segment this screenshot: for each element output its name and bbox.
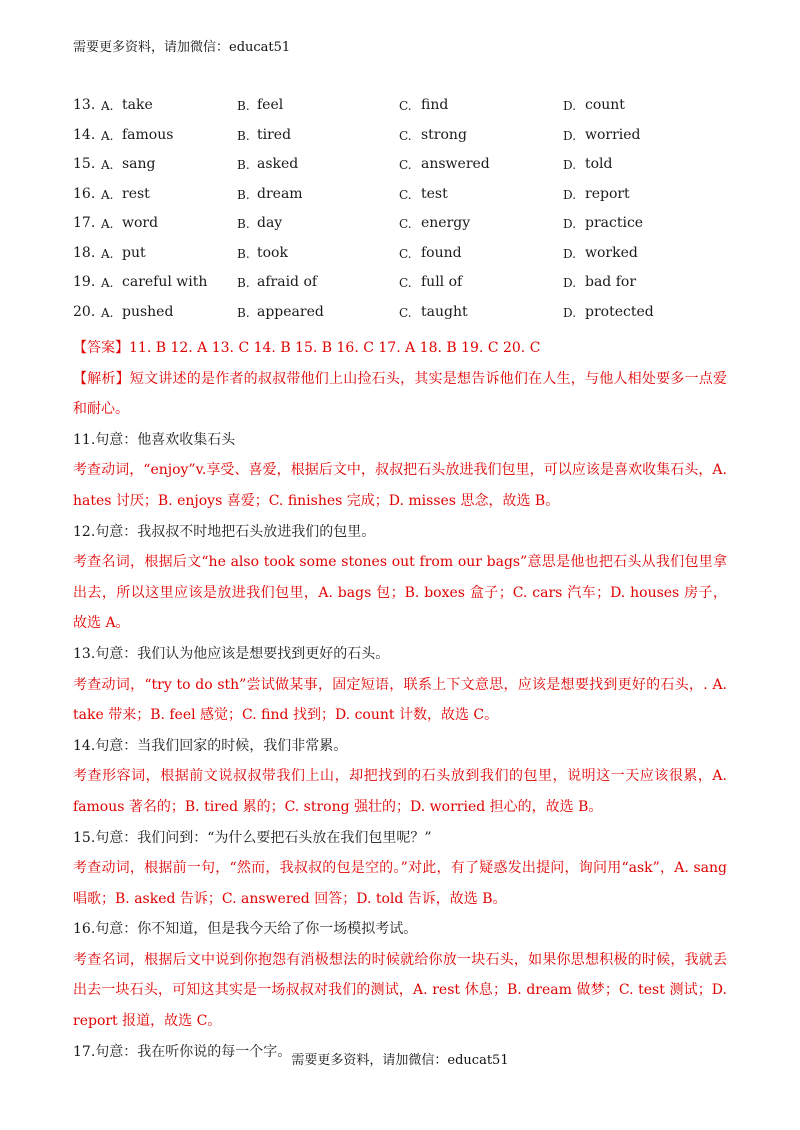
- answer-label: 【答案】: [73, 340, 129, 356]
- option-letter-b: B.: [237, 99, 250, 113]
- explanation-14: 考查形容词，根据前文说叔叔带我们上山，却把找到的石头放到我们的包里，说明这一天应该很累，A. famous 著名的；B. tired 累的；C. strong 强壮的；D. worried 担心的，故选 B。: [73, 768, 727, 815]
- option-a: famous: [122, 126, 174, 143]
- option-a: take: [122, 97, 153, 113]
- option-letter-d: D.: [563, 187, 577, 202]
- option-b: dream: [257, 185, 303, 202]
- option-row-14: [73, 127, 733, 157]
- option-letter-d: D.: [563, 305, 577, 320]
- option-a: word: [122, 215, 159, 231]
- option-letter-c: C.: [399, 217, 412, 231]
- option-letter-a: A.: [101, 246, 114, 261]
- option-letter-b: B.: [237, 128, 250, 143]
- option-b: asked: [257, 156, 299, 172]
- option-d: count: [585, 97, 625, 113]
- option-letter-c: C.: [399, 158, 412, 172]
- sentence-meaning-17: 17.句意：我在听你说的每一个字。: [73, 1043, 292, 1060]
- option-letter-d: D.: [563, 99, 577, 113]
- option-letter-d: D.: [563, 158, 577, 172]
- question-number: 13.: [73, 97, 96, 113]
- option-letter-d: D.: [563, 276, 577, 290]
- question-number: 15.: [73, 156, 96, 172]
- sentence-meaning-14: 14.句意：当我们回家的时候，我们非常累。: [73, 737, 348, 754]
- option-letter-d: D.: [563, 128, 577, 143]
- option-c: find: [421, 97, 449, 113]
- option-letter-b: B.: [237, 246, 250, 261]
- option-c: taught: [421, 303, 468, 320]
- option-d: protected: [585, 303, 654, 320]
- option-letter-c: C.: [399, 187, 412, 202]
- option-b: took: [257, 244, 288, 261]
- options-list: [73, 97, 733, 333]
- option-letter-c: C.: [399, 276, 412, 290]
- option-row-13: [73, 97, 733, 127]
- option-c: answered: [421, 156, 490, 172]
- question-number: 14.: [73, 126, 96, 143]
- option-row-17: [73, 215, 733, 245]
- option-letter-d: D.: [563, 246, 577, 261]
- option-letter-b: B.: [237, 158, 250, 172]
- option-letter-b: B.: [237, 217, 250, 231]
- question-number: 19.: [73, 274, 96, 290]
- sentence-meaning-12: 12.句意：我叔叔不时地把石头放进我们的包里。: [73, 523, 376, 540]
- option-letter-c: C.: [399, 246, 412, 261]
- option-letter-b: B.: [237, 187, 250, 202]
- option-row-16: [73, 186, 733, 216]
- option-c: test: [421, 185, 448, 202]
- option-a: put: [122, 244, 146, 261]
- sentence-meaning-11: 11.句意：他喜欢收集石头: [73, 431, 236, 448]
- option-row-20: [73, 304, 733, 334]
- option-row-18: [73, 245, 733, 275]
- option-letter-c: C.: [399, 99, 412, 113]
- option-letter-b: B.: [237, 276, 250, 290]
- sentence-meaning-13: 13.句意：我们认为他应该是想要找到更好的石头。: [73, 645, 390, 662]
- option-letter-d: D.: [563, 217, 577, 231]
- answer-analysis: [73, 333, 727, 1067]
- analysis-summary: [73, 364, 727, 425]
- analysis-label: 【解析】: [73, 370, 130, 387]
- option-c: found: [421, 244, 462, 261]
- explanation-16: 考查名词，根据后文中说到你抱怨有消极想法的时候就给你放一块石头，如果你思想积极的时候，我就丢出去一块石头，可知这其实是一场叔叔对我们的测试，A. rest 休息；B. dream 做梦；C. test 测试；D. report 报道，故选 C。: [73, 951, 727, 1030]
- option-letter-a: A.: [101, 158, 114, 172]
- option-letter-b: B.: [237, 305, 250, 320]
- question-number: 17.: [73, 215, 96, 231]
- option-a: sang: [122, 156, 156, 172]
- sentence-meaning-15: 15.句意：我们问到：“为什么要把石头放在我们包里呢？”: [73, 829, 432, 846]
- option-row-19: [73, 274, 733, 304]
- option-b: tired: [257, 126, 292, 143]
- analysis-text: 短文讲述的是作者的叔叔带他们上山捡石头，其实是想告诉他们在人生，与他人相处要多一点爱和耐心。: [73, 370, 727, 418]
- answer-key: 11. B 12. A 13. C 14. B 15. B 16. C 17. A 18. B 19. C 20. C: [129, 340, 541, 356]
- option-d: report: [585, 185, 630, 202]
- question-number: 20.: [73, 303, 96, 320]
- explanation-11: 考查动词，“enjoy”v.享受、喜爱，根据后文中，叔叔把石头放进我们包里，可以应该是喜欢收集石头，A. hates 讨厌；B. enjoys 喜爱；C. finishes 完成；D. misses 思念，故选 B。: [73, 462, 727, 509]
- option-c: energy: [421, 215, 471, 231]
- page-footer: 需要更多资料，请加微信：educat51: [291, 1053, 509, 1068]
- option-d: worried: [585, 126, 641, 143]
- option-d: told: [585, 156, 613, 172]
- page-header: 需要更多资料，请加微信：educat51: [73, 40, 291, 55]
- explanation-13: 考查动词，“try to do sth”尝试做某事，固定短语，联系上下文意思，应该是想要找到更好的石头，. A. take 带来；B. feel 感觉；C. find 找到；D. count 计数，故选 C。: [73, 676, 727, 724]
- option-row-15: [73, 156, 733, 186]
- option-b: day: [257, 215, 283, 231]
- option-letter-a: A.: [101, 128, 114, 143]
- option-letter-a: A.: [101, 217, 114, 231]
- option-letter-a: A.: [101, 187, 114, 202]
- option-letter-c: C.: [399, 128, 412, 143]
- option-a: careful with: [122, 274, 208, 290]
- option-d: worked: [585, 244, 638, 261]
- option-b: afraid of: [257, 274, 318, 290]
- explanation-12: 考查名词，根据后文“he also took some stones out from our bags”意思是他也把石头从我们包里拿出去，所以这里应该是放进我们包里，A. bags 包；B. boxes 盒子；C. cars 汽车；D. houses 房子，故选 A。: [73, 554, 727, 632]
- option-letter-c: C.: [399, 305, 412, 320]
- option-b: appeared: [257, 303, 324, 320]
- option-letter-a: A.: [101, 276, 114, 290]
- option-b: feel: [257, 97, 284, 113]
- option-d: practice: [585, 215, 644, 231]
- option-letter-a: A.: [101, 99, 114, 113]
- question-number: 18.: [73, 244, 96, 261]
- sentence-meaning-16: 16.句意：你不知道，但是我今天给了你一场模拟考试。: [73, 921, 418, 938]
- explanation-15: 考查动词，根据前一句，“然而，我叔叔的包是空的。”对此，有了疑惑发出提问，询问用“ask”，A. sang 唱歌；B. asked 告诉；C. answered 回答；D. told 告诉，故选 B。: [73, 860, 727, 907]
- option-c: strong: [421, 126, 467, 143]
- option-a: pushed: [122, 303, 174, 320]
- answer-line: [73, 333, 727, 364]
- option-c: full of: [421, 274, 463, 290]
- option-d: bad for: [585, 274, 637, 290]
- option-letter-a: A.: [101, 305, 114, 320]
- option-a: rest: [122, 185, 150, 202]
- question-number: 16.: [73, 185, 96, 202]
